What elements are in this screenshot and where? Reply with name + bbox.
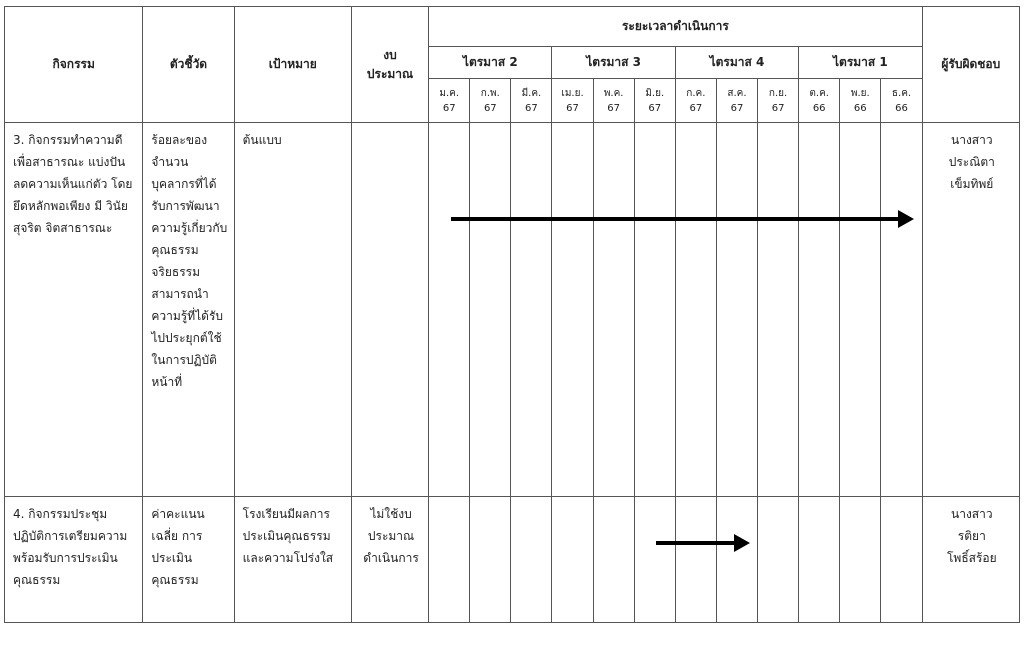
header-month xyxy=(799,79,840,123)
month-year: 67 xyxy=(483,102,497,114)
header-month xyxy=(881,79,922,123)
month-year: 67 xyxy=(689,102,703,114)
month-name: มี.ค. xyxy=(521,87,542,99)
header-target: เป้าหมาย xyxy=(234,7,351,123)
timeline-cell xyxy=(634,497,675,623)
budget-cell xyxy=(351,123,428,497)
header-month xyxy=(511,79,552,123)
timeline-cell xyxy=(429,497,470,623)
month-name: มิ.ย. xyxy=(645,87,665,99)
timeline-cell xyxy=(470,123,511,497)
timeline-cell xyxy=(675,497,716,623)
timeline-cell xyxy=(881,123,922,497)
month-year: 66 xyxy=(895,102,908,114)
target-cell: ต้นแบบ xyxy=(234,123,351,497)
timeline-cell xyxy=(840,123,881,497)
indicator-cell: ค่าคะแนนเฉลี่ย การประเมินคุณธรรม xyxy=(143,497,234,623)
timeline-cell xyxy=(840,497,881,623)
month-year: 66 xyxy=(853,102,867,114)
header-period: ระยะเวลาดำเนินการ xyxy=(429,7,922,47)
timeline-cell xyxy=(593,123,634,497)
month-year: 67 xyxy=(730,102,744,114)
month-name: ก.ย. xyxy=(768,87,788,99)
header-activity: กิจกรรม xyxy=(5,7,143,123)
timeline-cell xyxy=(716,123,757,497)
timeline-cell xyxy=(881,497,922,623)
timeline-cell xyxy=(675,123,716,497)
header-indicator: ตัวชี้วัด xyxy=(143,7,234,123)
header-month xyxy=(593,79,634,123)
month-name: ส.ค. xyxy=(727,87,747,99)
month-year: 67 xyxy=(607,102,620,114)
header-month xyxy=(840,79,881,123)
activity-cell: 3. กิจกรรมทำความดี เพื่อสาธารณะ แบ่งปันลดความเห็นแก่ตัว โดยยึดหลักพอเพียง มี วินัย สุจริต จิตสาธารณะ xyxy=(5,123,143,497)
activity-plan-table xyxy=(4,6,1020,623)
header-month xyxy=(758,79,799,123)
timeline-cell xyxy=(634,123,675,497)
timeline-cell xyxy=(552,497,593,623)
header-responsible: ผู้รับผิดชอบ xyxy=(922,7,1019,123)
timeline-cell xyxy=(758,497,799,623)
month-name: พ.ค. xyxy=(603,87,624,99)
timeline-cell xyxy=(593,497,634,623)
month-year: 67 xyxy=(566,102,579,114)
responsible-cell: นางสาว รติยา โพธิ์สร้อย xyxy=(922,497,1019,623)
month-name: ก.ค. xyxy=(686,87,706,99)
month-name: ม.ค. xyxy=(439,87,460,99)
timeline-cell xyxy=(799,497,840,623)
header-month xyxy=(470,79,511,123)
month-name: ก.พ. xyxy=(480,87,500,99)
header-budget: งบ ประมาณ xyxy=(351,7,428,123)
timeline-cell xyxy=(799,123,840,497)
header-month xyxy=(634,79,675,123)
timeline-arrow xyxy=(451,217,900,221)
timeline-cell xyxy=(552,123,593,497)
header-quarter: ไตรมาส 1 xyxy=(799,47,923,79)
table-row xyxy=(5,497,1020,623)
indicator-cell: ร้อยละของจำนวนบุคลากรที่ได้รับการพัฒนาความรู้เกี่ยวกับคุณธรรมจริยธรรม สามารถนำความรู้ที่ได้รับไปประยุกต์ใช้ในการปฏิบัติหน้าที่ xyxy=(143,123,234,497)
timeline-arrow xyxy=(656,541,736,545)
table-row xyxy=(5,123,1020,497)
header-month xyxy=(716,79,757,123)
month-name: เม.ย. xyxy=(561,87,584,99)
month-year: 67 xyxy=(771,102,785,114)
month-name: ต.ค. xyxy=(809,87,829,99)
responsible-cell: นางสาว ประณิตา เข็มทิพย์ xyxy=(922,123,1019,497)
header-month xyxy=(675,79,716,123)
budget-cell: ไม่ใช้งบประมาณดำเนินการ xyxy=(351,497,428,623)
header-month xyxy=(429,79,470,123)
month-year: 66 xyxy=(812,102,826,114)
month-name: ธ.ค. xyxy=(891,87,912,99)
month-year: 67 xyxy=(648,102,662,114)
month-year: 67 xyxy=(525,102,538,114)
month-name: พ.ย. xyxy=(850,87,870,99)
timeline-cell xyxy=(470,497,511,623)
header-quarter: ไตรมาส 4 xyxy=(675,47,798,79)
activity-cell: 4. กิจกรรมประชุมปฏิบัติการเตรียมความพร้อมรับการประเมินคุณธรรม xyxy=(5,497,143,623)
timeline-cell xyxy=(429,123,470,497)
timeline-cell xyxy=(511,497,552,623)
month-year: 67 xyxy=(442,102,456,114)
timeline-cell xyxy=(511,123,552,497)
timeline-cell xyxy=(716,497,757,623)
header-month xyxy=(552,79,593,123)
header-quarter: ไตรมาส 2 xyxy=(429,47,552,79)
target-cell: โรงเรียนมีผลการประเมินคุณธรรมและความโปร่งใส xyxy=(234,497,351,623)
timeline-cell xyxy=(758,123,799,497)
header-quarter: ไตรมาส 3 xyxy=(552,47,675,79)
